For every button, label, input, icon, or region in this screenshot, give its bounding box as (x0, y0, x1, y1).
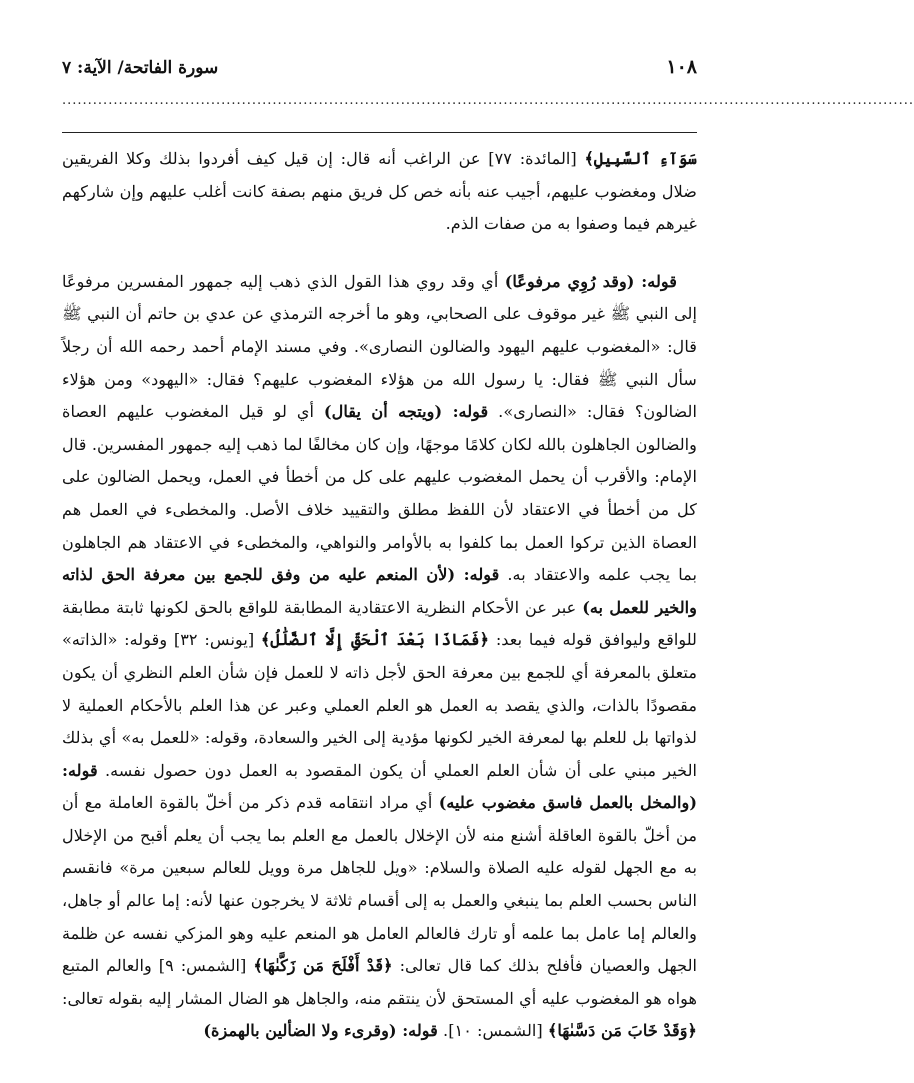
header-rule (62, 132, 697, 133)
text-segment: أي مراد انتقامه قدم ذكر من أخلّ بالقوة العاملة مع أن من أخلّ بالقوة العاقلة أشنع منه لأن الإخلال بالعمل مع العلم بما يجب أن يعلم أقبح من الإخلال به مع الجهل لقوله عليه الصلاة والسلام: «ويل للجاهل مرة وويل للعالم سبعين مرة» فانقسم الناس بحسب العلم بما ينبغي والعمل به إلى أقسام ثلاثة لا يخرجون عنها لأنه: إما عالم أو جاهل، والعالم إما عامل بما علمه أو تارك فالعالم العامل هو المنعم عليه وهو المزكي نفسه عن ظلمة الجهل والعصيان فأفلح بذلك كما قال تعالى: (62, 793, 697, 976)
text-segment: [المائدة: ٧٧] عن الراغب أنه قال: إن قيل كيف أفردوا بذلك وكلا الفريقين ضلال ومغضوب عليهم، أجيب عنه بأنه خص كل فريق منهم بصفة كانت أغلب عليهم وإن شاركهم غيرهم فيما وصفوا به من صفات الذم. (62, 149, 697, 234)
page-number: ١٠٨ (666, 56, 697, 78)
text-segment: [يونس: ٣٢] وقوله: «الذاته» متعلق بالمعرفة أي للجمع بين معرفة الحق لأجل ذاته لا للعمل فإن شأن العلم النظري أن يكون مقصودًا بالذات، والذي يقصد به العمل هو العلم العملي وعبر عن هذا العلم بالأحكام العملية لا لذواتها بل للعلم بها لمعرفة الخير لكونها مؤدية إلى الخير والسعادة، وقوله: «للعمل به» أي بذلك الخير مبني على أن شأن العلم العملي أن يكون المقصود به العمل دون حصول نفسه. (62, 630, 697, 780)
text-segment: عبر عن الأحكام النظرية الاعتقادية المطابقة للواقع بالحق لكونها ثابتة مطابقة للواقع وليوافق قوله فيما بعد: (62, 597, 697, 650)
quote-heading: قوله: (وقد رُوِي مرفوعًا) (504, 271, 677, 291)
quote-heading: قوله: (لأن المنعم عليه من وفق للجمع بين معرفة الحق لذاته والخير للعمل به) (62, 565, 697, 617)
dotted-separator: ...................................................................................................................................................................... (62, 93, 914, 108)
text-segment: [الشمس: ١٠]. (437, 1021, 548, 1041)
paragraph-1 (62, 143, 697, 241)
quran-verse: سَوَآءِ ٱلسَّبِيلِ﴾ (584, 149, 697, 168)
quote-heading: قوله: (وقرىء ولا الضألين بالهمزة) (203, 1021, 438, 1041)
text-segment: أي لو قيل المغضوب عليهم العصاة والضالون الجاهلون بالله لكان كلامًا موجهًا، وإن كان مخالفًا لما ذهب إليه جمهور المفسرين. قال الإمام: والأقرب أن يحمل المغضوب عليهم على كل من أخطأ في العمل، ويحمل الضالون على كل من أخطأ في الاعتقاد لأن اللفظ مطلق والتقييد خلاف الأصل. والمخطىء في العمل هم العصاة الذين تركوا العمل بما كلفوا به بالأوامر والنواهي، والمخطىء في الاعتقاد هم الجاهلون بما يجب علمه والاعتقاد به. (62, 402, 697, 585)
quote-heading: قوله: (والمخل بالعمل فاسق مغضوب عليه) (62, 760, 697, 813)
quran-verse: ﴿قَدْ أَفْلَحَ مَن زَكَّىٰهَا﴾ (253, 956, 393, 976)
page-header (62, 44, 697, 78)
quote-heading: قوله: (ويتجه أن يقال) (323, 402, 489, 422)
text-segment: أي وقد روي هذا القول الذي ذهب إليه جمهور المفسرين مرفوعًا إلى النبي ﷺ غير موقوف على الصحابي، وهو ما أخرجه الترمذي عن عدي بن حاتم أن النبي ﷺ قال: «المغضوب عليهم اليهود والضالون النصارى». وفي مسند الإمام أحمد رحمه الله أن رجلاً سأل النبي ﷺ فقال: يا رسول الله من هؤلاء المغضوب عليهم؟ فقال: «اليهود» ومن هؤلاء الضالون؟ فقال: «النصارى». (62, 271, 697, 422)
text-segment: [الشمس: ٩] والعالم المتبع هواه هو المغضوب عليه أي المستحق لأن ينتقم منه، والجاهل هو الضال المشار إليه بقوله تعالى: (62, 956, 697, 1008)
quran-verse: ﴿فَمَاذَا بَعْدَ ٱلْحَقِّ إِلَّا ٱلضَّلَٰلُ﴾ (260, 630, 490, 650)
paragraph-2 (62, 266, 697, 1048)
quran-verse: ﴿وَقَدْ خَابَ مَن دَسَّىٰهَا﴾ (547, 1021, 697, 1041)
running-title: سورة الفاتحة/ الآية: ٧ (62, 58, 219, 78)
body-text (62, 143, 697, 1048)
